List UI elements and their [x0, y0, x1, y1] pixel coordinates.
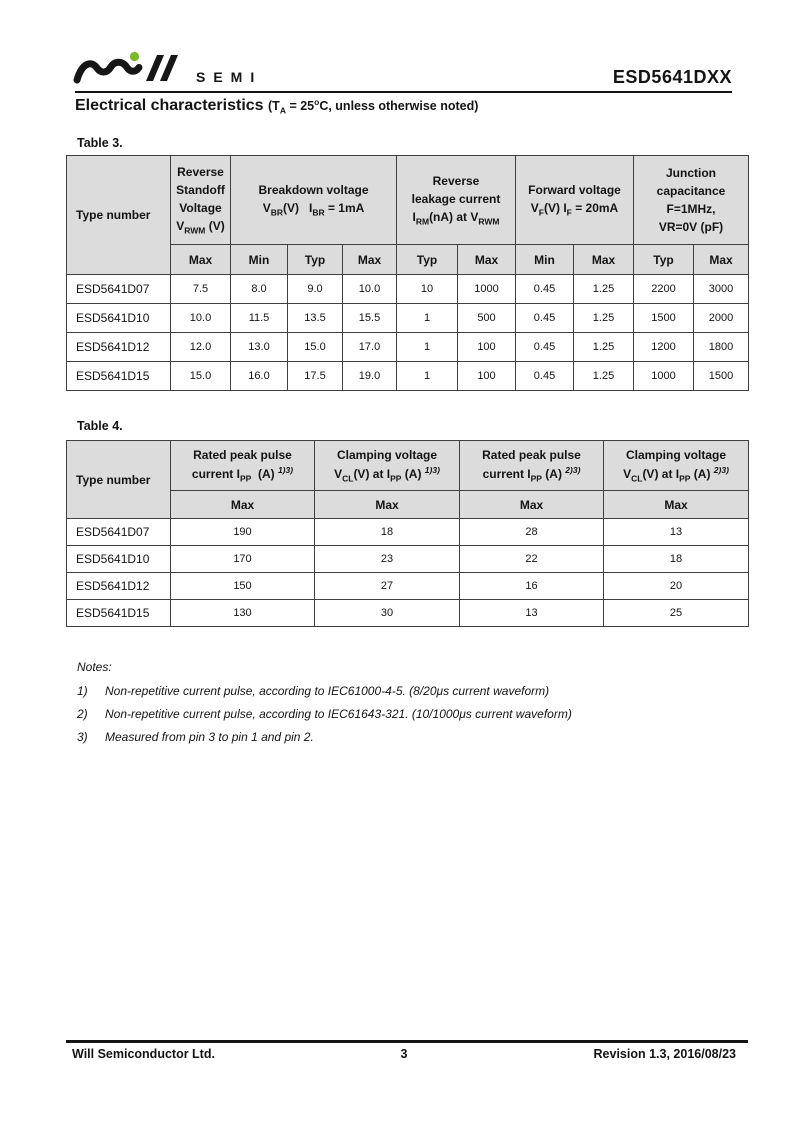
value-cell: 0.45 — [516, 333, 574, 362]
value-cell: 16.0 — [231, 362, 288, 391]
value-cell: 9.0 — [288, 275, 343, 304]
table-row — [67, 362, 749, 391]
col-rated-peak-pulse-current-1: Rated peak pulse current $I_{PP}$ (A) $^{1)3)}$ — [171, 441, 315, 491]
value-cell: 23 — [315, 546, 460, 573]
value-cell: 2000 — [694, 304, 749, 333]
table3-caption: Table 3. — [77, 136, 123, 150]
value-cell: 27 — [315, 573, 460, 600]
value-cell: 100 — [458, 362, 516, 391]
type-number-cell: ESD5641D10 — [67, 546, 171, 573]
value-cell: 1800 — [694, 333, 749, 362]
table-row — [67, 304, 749, 333]
value-cell: 190 — [171, 519, 315, 546]
note-item — [77, 684, 572, 698]
type-number-cell: ESD5641D10 — [67, 304, 171, 333]
table3 — [66, 155, 749, 391]
table4 — [66, 440, 749, 627]
footer-revision: Revision 1.3, 2016/08/23 — [593, 1047, 736, 1061]
type-number-cell: ESD5641D07 — [67, 519, 171, 546]
table-row — [67, 546, 749, 573]
note-text: Measured from pin 3 to pin 1 and pin 2. — [105, 730, 314, 744]
type-number-cell: ESD5641D15 — [67, 600, 171, 627]
col-rated-peak-pulse-current-2: Rated peak pulse current $I_{PP}$ (A) $^{2)3)}$ — [460, 441, 604, 491]
note-number: 3) — [77, 730, 88, 744]
note-number: 2) — [77, 707, 88, 721]
footer-rule — [66, 1040, 748, 1043]
col-reverse-standoff-voltage: Reverse Standoff Voltage $V_{RWM}$ (V) — [171, 156, 231, 245]
table-row — [67, 275, 749, 304]
value-cell: 10.0 — [343, 275, 397, 304]
document-footer — [72, 1047, 736, 1065]
type-number-cell: ESD5641D15 — [67, 362, 171, 391]
value-cell: 10.0 — [171, 304, 231, 333]
value-cell: 1200 — [634, 333, 694, 362]
value-cell: 30 — [315, 600, 460, 627]
value-cell: 17.5 — [288, 362, 343, 391]
value-cell: 20 — [604, 573, 749, 600]
col-type-number: Type number — [67, 156, 171, 275]
section-title-text: Electrical characteristics — [75, 97, 269, 115]
col-clamping-voltage-1: Clamping voltage $V_{CL}(V)$ at $I_{PP}$ (A) $^{1)3)}$ — [315, 441, 460, 491]
subheader-cell: Min — [516, 245, 574, 275]
value-cell: 0.45 — [516, 304, 574, 333]
value-cell: 19.0 — [343, 362, 397, 391]
brand-name: SEMI — [196, 69, 263, 85]
table4-body — [67, 519, 749, 627]
value-cell: 3000 — [694, 275, 749, 304]
note-item — [77, 707, 572, 721]
value-cell: 1.25 — [574, 304, 634, 333]
value-cell: 15.0 — [171, 362, 231, 391]
notes-title: Notes: — [77, 660, 112, 674]
part-number: ESD5641DXX — [612, 67, 732, 87]
document-header — [72, 46, 732, 90]
subheader-cell: Typ — [634, 245, 694, 275]
subheader-cell: Max — [694, 245, 749, 275]
value-cell: 13.0 — [231, 333, 288, 362]
subheader-cell: Min — [231, 245, 288, 275]
value-cell: 170 — [171, 546, 315, 573]
table4-caption: Table 4. — [77, 419, 123, 433]
type-number-cell: ESD5641D12 — [67, 333, 171, 362]
value-cell: 1.25 — [574, 275, 634, 304]
table-row — [67, 333, 749, 362]
table-row — [67, 519, 749, 546]
willsemi-logo-icon — [72, 50, 184, 90]
table-row — [67, 573, 749, 600]
value-cell: 500 — [458, 304, 516, 333]
value-cell: 18 — [604, 546, 749, 573]
type-number-cell: ESD5641D12 — [67, 573, 171, 600]
table4-header-row — [67, 441, 749, 491]
value-cell: 130 — [171, 600, 315, 627]
subheader-cell: Max — [171, 245, 231, 275]
value-cell: 11.5 — [231, 304, 288, 333]
note-item — [77, 730, 572, 744]
subheader-cell: Typ — [288, 245, 343, 275]
value-cell: 18 — [315, 519, 460, 546]
subheader-cell: Max — [460, 491, 604, 519]
value-cell: 12.0 — [171, 333, 231, 362]
value-cell: 1 — [397, 304, 458, 333]
value-cell: 1000 — [458, 275, 516, 304]
col-forward-voltage: Forward voltage $V_F(V) I_F = 20mA$ — [516, 156, 634, 245]
value-cell: 150 — [171, 573, 315, 600]
footer-page-number: 3 — [400, 1047, 408, 1061]
value-cell: 0.45 — [516, 362, 574, 391]
table3-header-row — [67, 156, 749, 245]
col-junction-capacitance: Junction capacitance F=1MHz, VR=0V (pF) — [634, 156, 749, 245]
col-type-number: Type number — [67, 441, 171, 519]
subheader-cell: Max — [458, 245, 516, 275]
value-cell: 0.45 — [516, 275, 574, 304]
value-cell: 1 — [397, 333, 458, 362]
value-cell: 1.25 — [574, 333, 634, 362]
subheader-cell: Max — [574, 245, 634, 275]
subheader-cell: Max — [315, 491, 460, 519]
value-cell: 1000 — [634, 362, 694, 391]
subheader-cell: Max — [343, 245, 397, 275]
col-clamping-voltage-2: Clamping voltage $V_{CL}(V)$ at $I_{PP}$ (A) $^{2)3)}$ — [604, 441, 749, 491]
subheader-cell: Max — [171, 491, 315, 519]
value-cell: 15.5 — [343, 304, 397, 333]
col-breakdown-voltage: Breakdown voltage $V_{BR}(V) I_{BR} = 1mA$ — [231, 156, 397, 245]
header-rule — [75, 91, 732, 93]
table3-body — [67, 275, 749, 391]
subheader-cell: Typ — [397, 245, 458, 275]
note-text: Non-repetitive current pulse, according to IEC61643-321. (10/1000μs current waveform) — [105, 707, 572, 721]
value-cell: 25 — [604, 600, 749, 627]
section-title-condition: ($T_A = 25^oC$, unless otherwise noted) — [268, 97, 479, 116]
type-number-cell: ESD5641D07 — [67, 275, 171, 304]
brand-logo — [72, 50, 262, 90]
value-cell: 100 — [458, 333, 516, 362]
section-title — [75, 97, 478, 116]
value-cell: 17.0 — [343, 333, 397, 362]
footer-company: Will Semiconductor Ltd. — [72, 1047, 215, 1061]
value-cell: 1500 — [694, 362, 749, 391]
subheader-cell: Max — [604, 491, 749, 519]
value-cell: 1 — [397, 362, 458, 391]
value-cell: 2200 — [634, 275, 694, 304]
value-cell: 16 — [460, 573, 604, 600]
note-text: Non-repetitive current pulse, according to IEC61000-4-5. (8/20μs current waveform) — [105, 684, 550, 698]
value-cell: 7.5 — [171, 275, 231, 304]
value-cell: 10 — [397, 275, 458, 304]
value-cell: 28 — [460, 519, 604, 546]
value-cell: 8.0 — [231, 275, 288, 304]
notes-section — [77, 660, 572, 753]
value-cell: 13.5 — [288, 304, 343, 333]
value-cell: 13 — [460, 600, 604, 627]
note-number: 1) — [77, 684, 88, 698]
value-cell: 15.0 — [288, 333, 343, 362]
table-row — [67, 600, 749, 627]
value-cell: 1500 — [634, 304, 694, 333]
col-reverse-leakage-current: Reverse leakage current $I_{RM}(nA)$ at $V_{RWM}$ — [397, 156, 516, 245]
value-cell: 13 — [604, 519, 749, 546]
value-cell: 1.25 — [574, 362, 634, 391]
value-cell: 22 — [460, 546, 604, 573]
